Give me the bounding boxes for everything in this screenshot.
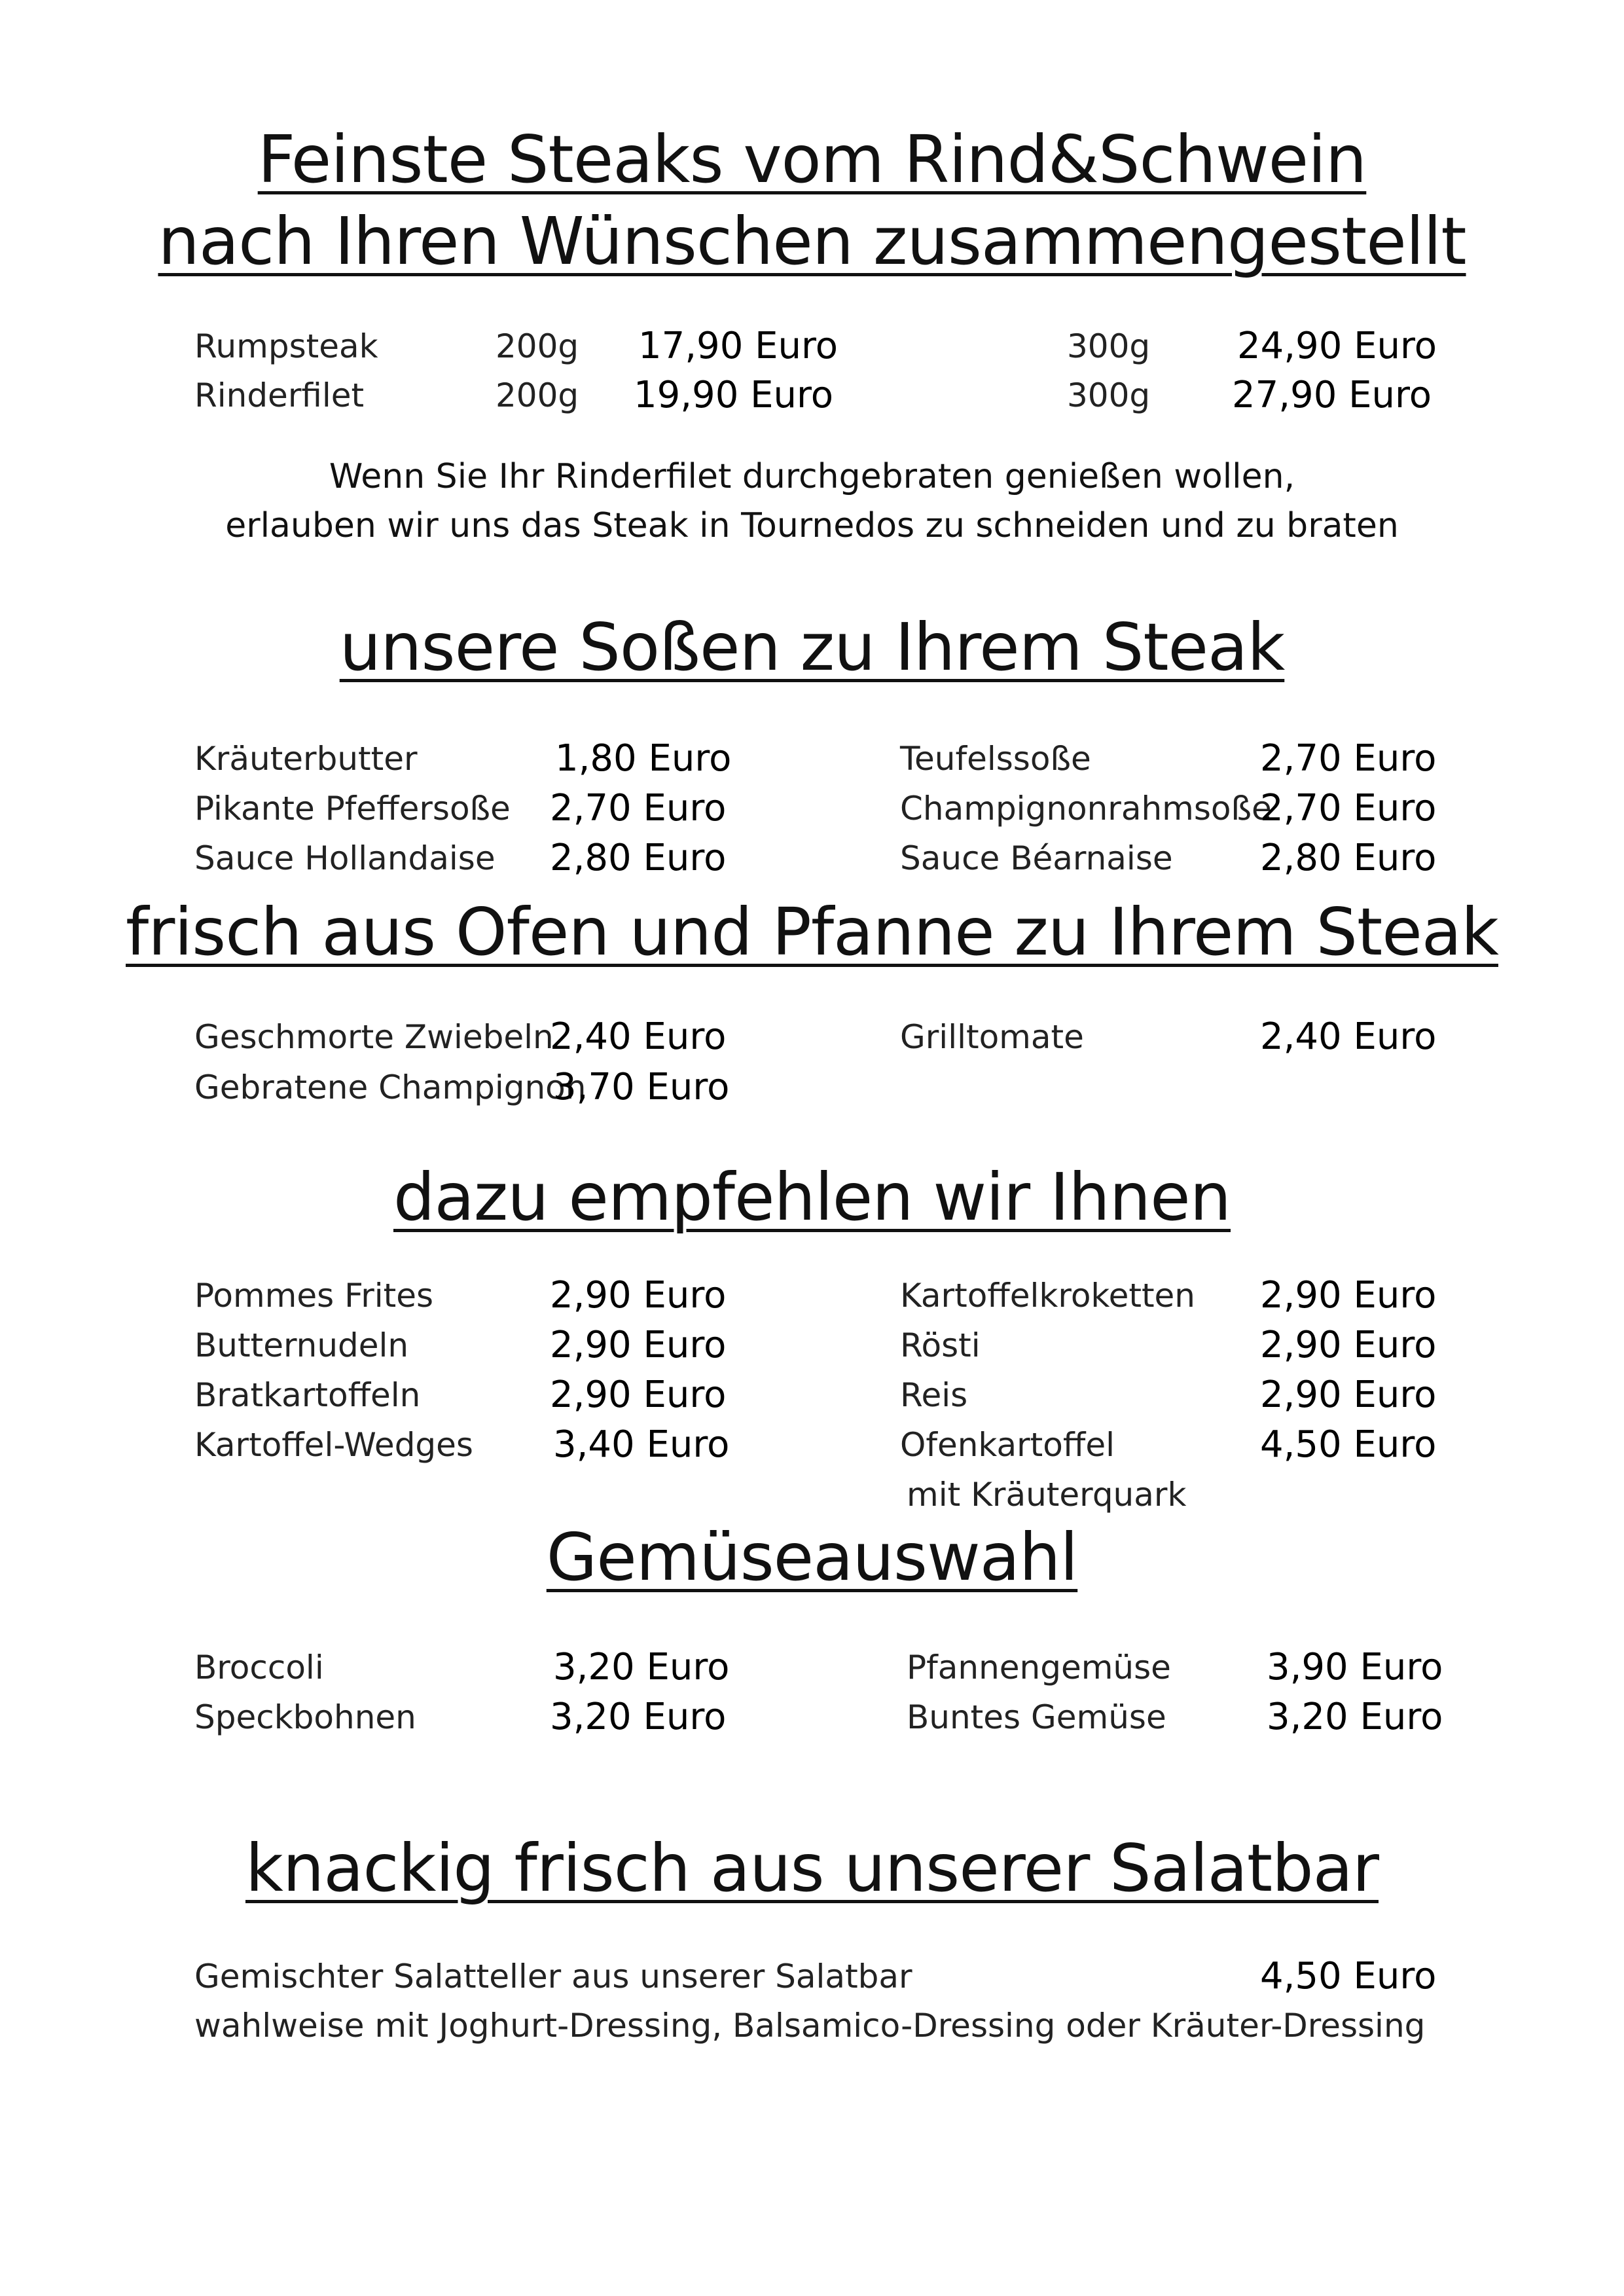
steak-weight: 300g — [1067, 376, 1151, 414]
steak-note-line2: erlauben wir uns das Steak in Tournedos zu schneiden und zu braten — [225, 506, 1399, 545]
menu-item-name: Broccoli — [194, 1649, 324, 1686]
steak-price: 19,90 Euro — [634, 374, 834, 416]
menu-item-name: Gemischter Salatteller aus unserer Salatbar — [194, 1958, 912, 1995]
menu-item-subtext: wahlweise mit Joghurt-Dressing, Balsamico-Dressing oder Kräuter-Dressing — [194, 2007, 1426, 2045]
menu-item-subtext: mit Kräuterquark — [907, 1476, 1187, 1514]
menu-item-price: 3,20 Euro — [550, 1696, 727, 1738]
steak-price: 24,90 Euro — [1237, 325, 1437, 367]
menu-item-name: Reis — [900, 1376, 968, 1414]
salad-heading: knackig frisch aus unserer Salatbar — [245, 1830, 1379, 1906]
menu-item-price: 2,70 Euro — [1260, 737, 1437, 780]
menu-item-name: Rösti — [900, 1326, 981, 1364]
menu-item-price: 4,50 Euro — [1260, 1955, 1437, 1997]
steak-weight: 200g — [496, 327, 579, 365]
steak-weight: 200g — [496, 376, 579, 414]
menu-item-name: Speckbohnen — [194, 1698, 416, 1736]
steak-weight: 300g — [1067, 327, 1151, 365]
menu-item-price: 1,80 Euro — [555, 737, 732, 780]
menu-title-line2: nach Ihren Wünschen zusammengestellt — [158, 203, 1466, 280]
menu-item-name: Butternudeln — [194, 1326, 409, 1364]
veg-heading: Gemüseauswahl — [546, 1519, 1078, 1595]
steak-price: 17,90 Euro — [638, 325, 839, 367]
menu-item-price: 2,70 Euro — [1260, 787, 1437, 829]
menu-item-name: Pfannengemüse — [907, 1649, 1171, 1686]
menu-item-name: Sauce Béarnaise — [900, 839, 1173, 877]
menu-item-price: 3,70 Euro — [553, 1066, 730, 1108]
steak-name: Rinderfilet — [194, 376, 365, 414]
menu-item-name: Grilltomate — [900, 1018, 1084, 1056]
menu-item-name: Kartoffelkroketten — [900, 1277, 1196, 1315]
steak-name: Rumpsteak — [194, 327, 378, 365]
menu-item-price: 2,90 Euro — [550, 1324, 727, 1366]
menu-item-price: 2,80 Euro — [1260, 837, 1437, 879]
menu-item-name: Buntes Gemüse — [907, 1698, 1166, 1736]
menu-item-name: Teufelssoße — [900, 740, 1091, 778]
menu-item-price: 4,50 Euro — [1260, 1423, 1437, 1466]
menu-item-name: Ofenkartoffel — [900, 1426, 1115, 1464]
menu-item-price: 2,90 Euro — [550, 1274, 727, 1317]
menu-item-name: Kräuterbutter — [194, 740, 418, 778]
menu-title-line1: Feinste Steaks vom Rind&Schwein — [257, 121, 1367, 198]
menu-item-name: Pommes Frites — [194, 1277, 434, 1315]
menu-item-price: 2,90 Euro — [1260, 1274, 1437, 1317]
menu-item-price: 2,80 Euro — [550, 837, 727, 879]
menu-item-price: 2,70 Euro — [550, 787, 727, 829]
sides-heading: dazu empfehlen wir Ihnen — [393, 1159, 1231, 1235]
steak-note-line1: Wenn Sie Ihr Rinderfilet durchgebraten genießen wollen, — [329, 457, 1295, 496]
menu-item-price: 2,40 Euro — [1260, 1015, 1437, 1058]
menu-item-price: 3,40 Euro — [553, 1423, 730, 1466]
menu-item-name: Bratkartoffeln — [194, 1376, 421, 1414]
menu-item-name: Sauce Hollandaise — [194, 839, 496, 877]
menu-item-price: 3,90 Euro — [1267, 1646, 1443, 1688]
menu-item-price: 2,90 Euro — [1260, 1374, 1437, 1416]
sauces-heading: unsere Soßen zu Ihrem Steak — [339, 609, 1285, 685]
menu-item-name: Pikante Pfeffersoße — [194, 790, 511, 828]
menu-item-name: Gebratene Champignon — [194, 1068, 586, 1106]
menu-item-name: Champignonrahmsoße — [900, 790, 1272, 828]
menu-item-price: 2,90 Euro — [1260, 1324, 1437, 1366]
steak-price: 27,90 Euro — [1232, 374, 1432, 416]
oven-heading: frisch aus Ofen und Pfanne zu Ihrem Steak — [126, 894, 1498, 970]
menu-item-price: 3,20 Euro — [553, 1646, 730, 1688]
menu-item-name: Kartoffel-Wedges — [194, 1426, 473, 1464]
menu-item-name: Geschmorte Zwiebeln — [194, 1018, 554, 1056]
menu-item-price: 2,90 Euro — [550, 1374, 727, 1416]
menu-item-price: 2,40 Euro — [550, 1015, 727, 1058]
menu-item-price: 3,20 Euro — [1267, 1696, 1443, 1738]
